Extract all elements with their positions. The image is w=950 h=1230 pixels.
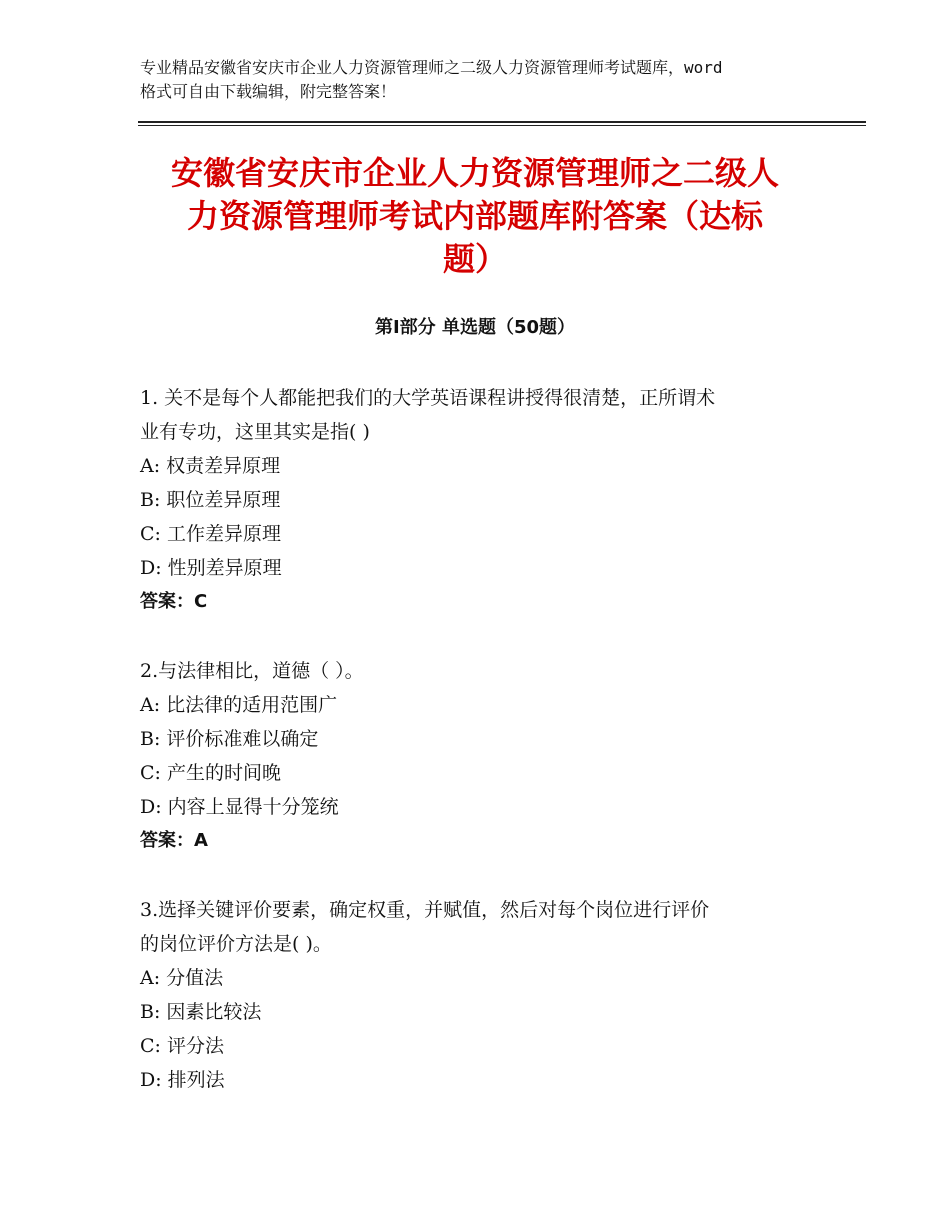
question-stem-line: 业有专功，这里其实是指( ): [140, 421, 370, 443]
question-stem-line: 2.与法律相比，道德（ ）。: [140, 660, 364, 682]
option-b: B: 评价标准难以确定: [140, 728, 319, 750]
question-stem-line: 3.选择关键评价要素，确定权重，并赋值，然后对每个岗位进行评价: [140, 899, 710, 921]
question-stem-line: 1. 关不是每个人都能把我们的大学英语课程讲授得很清楚，正所谓术: [140, 387, 716, 409]
section-title: 第Ⅰ部分 单选题（50题）: [374, 317, 575, 338]
question-stem-line: 的岗位评价方法是( )。: [140, 933, 332, 955]
option-d: D: 性别差异原理: [140, 557, 282, 579]
option-d: D: 内容上显得十分笼统: [140, 796, 339, 818]
header-note-line: 专业精品安徽省安庆市企业人力资源管理师之二级人力资源管理师考试题库，word: [140, 58, 723, 77]
document-title: [140, 152, 810, 281]
document-title-line: 题）: [442, 240, 507, 278]
option-c: C: 产生的时间晚: [140, 762, 281, 784]
document-title-line: 力资源管理师考试内部题库附答案（达标: [186, 197, 763, 235]
option-c: C: 工作差异原理: [140, 523, 281, 545]
answer: 答案：C: [140, 591, 208, 612]
option-a: A: 分值法: [140, 967, 224, 989]
header-divider: [138, 121, 866, 123]
document-title-line: 安徽省安庆市企业人力资源管理师之二级人: [170, 154, 779, 192]
question-stem: [140, 893, 820, 961]
header-note: [140, 56, 830, 104]
question-stem: [140, 381, 820, 449]
option-b: B: 因素比较法: [140, 1001, 262, 1023]
option-a: A: 权责差异原理: [140, 455, 281, 477]
question-2: [140, 654, 820, 858]
question-3: [140, 893, 820, 1097]
option-d: D: 排列法: [140, 1069, 225, 1091]
option-a: A: 比法律的适用范围广: [140, 694, 338, 716]
header-divider-thin: [138, 125, 866, 126]
question-stem: [140, 654, 820, 688]
question-1: [140, 381, 820, 619]
answer: 答案：A: [140, 830, 208, 851]
option-c: C: 评分法: [140, 1035, 224, 1057]
header-note-line: 格式可自由下载编辑，附完整答案！: [140, 82, 397, 101]
option-b: B: 职位差异原理: [140, 489, 281, 511]
